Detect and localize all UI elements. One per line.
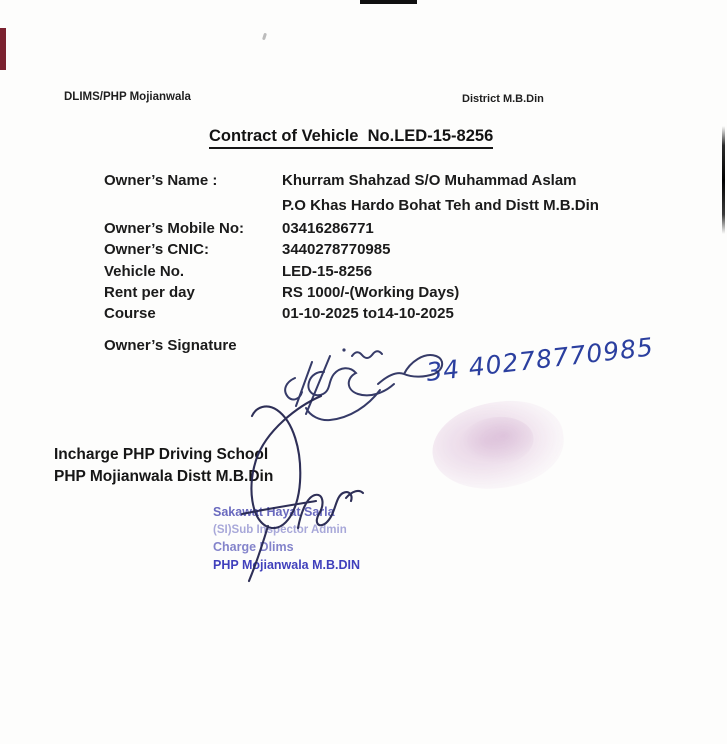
scan-artifact-speck [262,33,267,41]
field-row-cnic [104,239,624,260]
field-label: Owner’s Mobile No: [104,220,245,237]
signature-stroke [306,356,330,414]
field-label: Rent per day [104,284,195,301]
thumbprint-stamp [428,395,568,494]
incharge-line1: Incharge PHP Driving School [54,446,269,463]
stamp-officer-name: Sakawat Hayat Sarla [213,505,335,519]
owner-signature-label: Owner’s Signature [104,337,237,354]
stamp-station-line: PHP Mojianwala M.B.DIN [213,557,361,572]
field-value: 03416286771 [282,220,374,237]
field-value: 3440278770985 [282,241,391,258]
field-row-mobile [104,218,624,239]
signature-stroke [306,390,380,420]
scan-artifact-right-edge-line [722,126,725,234]
document-title: Contract of Vehicle No.LED-15-8256 [209,127,493,149]
signature-stroke [308,368,394,395]
signature-stroke [296,362,312,406]
stamp-officer-rank: (SI)Sub Inspector Admin [213,523,347,536]
field-label: Vehicle No. [104,263,185,280]
contract-fields [104,170,624,324]
scan-artifact-left-red-mark [0,28,6,70]
incharge-line2: PHP Mojianwala Distt M.B.Din [54,468,274,485]
header-office-name: DLIMS/PHP Mojianwala [64,91,191,103]
field-row-owner-address [104,195,624,216]
field-label: Owner’s CNIC: [104,241,210,258]
field-label [104,195,282,216]
field-value: P.O Khas Hardo Bohat Teh and Distt M.B.Din [282,197,599,214]
handwritten-cnic-number: 34 40278770985 [424,332,656,387]
office-stamp-text [213,504,360,574]
field-value: 01-10-2025 to14-10-2025 [282,305,454,322]
signature-stroke [285,378,302,399]
thumbprint-stamp-core [458,414,535,469]
incharge-block [54,444,273,488]
field-value: RS 1000/-(Working Days) [282,284,460,301]
field-label: Course [104,305,156,322]
field-value: Khurram Shahzad S/O Muhammad Aslam [282,172,577,189]
field-row-course-dates [104,303,624,324]
owner-handwritten-signature [285,348,442,420]
header-district-name: District M.B.Din [462,93,544,105]
field-label: Owner’s Name : [104,172,218,189]
signature-stroke [346,491,363,498]
field-row-owner-name [104,170,624,191]
field-value: LED-15-8256 [282,263,373,280]
field-row-rent [104,282,624,303]
signature-stroke [352,351,382,358]
scan-artifact-top-bar [360,0,417,4]
stamp-charge-line: Charge Dlims [213,540,294,554]
signature-dot [342,348,345,351]
field-row-vehicle-no [104,261,624,282]
